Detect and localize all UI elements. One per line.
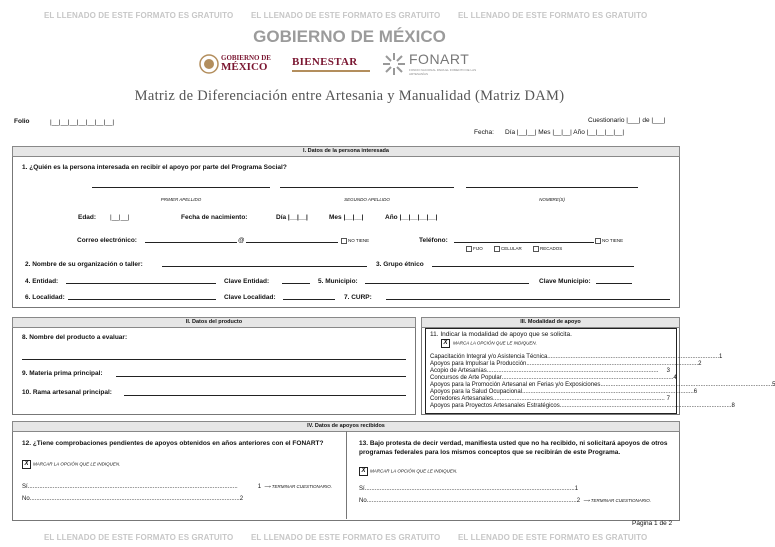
question-8: 8. Nombre del producto a evaluar: xyxy=(22,334,128,341)
clave-entidad-input[interactable] xyxy=(282,283,310,284)
clave-entidad-label: Clave Entidad: xyxy=(224,278,270,285)
entidad-input[interactable] xyxy=(66,283,216,284)
support-options-list xyxy=(430,354,775,410)
bienestar-text: BIENESTAR xyxy=(292,56,358,68)
materia-prima-input[interactable] xyxy=(116,376,406,377)
gobierno-mexico-logo xyxy=(199,53,287,75)
option-6[interactable]: Apoyos para la Salud Ocupacional ....................................................................................................... 6 xyxy=(430,389,698,395)
clave-municipio-input[interactable] xyxy=(596,283,632,284)
producto-input[interactable] xyxy=(22,359,406,360)
correo-no-tiene[interactable]: NO TIENE xyxy=(341,238,369,244)
bienestar-logo xyxy=(292,53,374,75)
watermark: EL LLENADO DE ESTE FORMATO ES GRATUITO xyxy=(458,533,648,542)
fonart-logo xyxy=(381,50,481,80)
question-4: 4. Entidad: xyxy=(25,278,59,285)
fonart-subtitle: FONDO NACIONAL PARA EL FOMENTO DE LAS ARTESANÍAS xyxy=(409,68,477,76)
edad-field[interactable]: |__|__| xyxy=(110,214,130,221)
question-2: 2. Nombre de su organización o taller: xyxy=(25,261,143,268)
mes-field[interactable]: Mes |__|__| xyxy=(329,214,364,221)
segundo-apellido-label: SEGUNDO APELLIDO xyxy=(344,197,390,202)
q12-option-si[interactable]: Sí .............................................................................................................................. 1 ⟶ TERMINAR CUESTIONARIO. xyxy=(22,484,332,490)
watermark: EL LLENADO DE ESTE FORMATO ES GRATUITO xyxy=(251,11,441,20)
option-7[interactable]: Corredores Artesanales ....................................................................................................... 7 xyxy=(430,396,670,402)
option-instruction: X MARCA LA OPCIÓN QUE LE INDIQUEN. xyxy=(441,339,537,348)
fecha-nacimiento-label: Fecha de nacimiento: xyxy=(181,214,248,221)
section-product-data xyxy=(12,317,416,415)
option-5[interactable]: Apoyos para la Promoción Artesanal en Ferias y/o Exposiciones ....................................................................................................... 5 xyxy=(430,382,775,388)
watermark: EL LLENADO DE ESTE FORMATO ES GRATUITO xyxy=(44,533,234,542)
correo-label: Correo electrónico: xyxy=(77,237,137,244)
question-6: 6. Localidad: xyxy=(25,294,65,301)
at-sign: @ xyxy=(238,237,245,244)
option-2[interactable]: Apoyos para Impulsar la Producción ....................................................................................................... 2 xyxy=(430,361,702,367)
clave-municipio-label: Clave Municipio: xyxy=(539,278,591,285)
fecha-label: Fecha: xyxy=(474,129,494,136)
primer-apellido-input[interactable] xyxy=(92,187,270,188)
folio-field[interactable]: |__|__|__|__|__|__|__| xyxy=(50,119,115,126)
correo-user-input[interactable] xyxy=(145,242,237,243)
q12-instruction: X MARCAR LA OPCIÓN QUE LE INDIQUEN. xyxy=(22,460,120,469)
question-1: 1. ¿Quién es la persona interesada en recibir el apoyo por parte del Programa Social? xyxy=(22,164,287,171)
folio-label: Folio xyxy=(14,118,30,125)
primer-apellido-label: PRIMER APELLIDO xyxy=(160,197,202,202)
q12-option-no[interactable]: No .............................................................................................................................. 2 xyxy=(22,496,244,502)
telefono-input[interactable] xyxy=(454,242,594,243)
watermark: EL LLENADO DE ESTE FORMATO ES GRATUITO xyxy=(44,11,234,20)
option-1[interactable]: Capacitación Integral y/o Asistencia Técnica ....................................................................................................... 1 xyxy=(430,354,723,360)
tel-fijo-option[interactable]: FIJO xyxy=(466,246,483,252)
question-7: 7. CURP: xyxy=(344,294,372,301)
question-5: 5. Municipio: xyxy=(318,278,358,285)
question-13: 13. Bajo protesta de decir verdad, manifiesta usted que no ha recibido, ni solicitará apoyos de otros programas federales para los mismos conceptos que se recibirán de este Programa. xyxy=(359,440,668,456)
municipio-input[interactable] xyxy=(365,283,529,284)
clave-localidad-label: Clave Localidad: xyxy=(224,294,276,301)
option-8[interactable]: Apoyos para Proyectos Artesanales Estratégicos ....................................................................................................... 8 xyxy=(430,403,735,409)
option-3[interactable]: Acopio de Artesanías ....................................................................................................... 3 xyxy=(430,368,670,374)
telefono-no-tiene[interactable]: NO TIENE xyxy=(595,238,623,244)
government-title: GOBIERNO DE MÉXICO xyxy=(253,27,446,46)
clave-localidad-input[interactable] xyxy=(283,299,335,300)
question-11: 11. Indicar la modalidad de apoyo que se solicita. xyxy=(430,331,572,338)
fonart-text: FONART xyxy=(409,51,470,67)
nombre-input[interactable] xyxy=(466,187,638,188)
question-9: 9. Materia prima principal: xyxy=(22,370,103,377)
fonart-spiral-icon xyxy=(381,51,407,77)
segundo-apellido-input[interactable] xyxy=(280,187,454,188)
cuestionario-field[interactable]: Cuestionario |___| de |___| xyxy=(588,117,666,124)
organizacion-input[interactable] xyxy=(162,266,367,267)
document-title: Matriz de Diferenciación entre Artesania y Manualidad (Matriz DAM) xyxy=(134,88,565,104)
q13-option-no[interactable]: No .............................................................................................................................. 2 ⟶ TERMINAR CUESTIONARIO. xyxy=(359,498,652,504)
option-4[interactable]: Concursos de Arte Popular ....................................................................................................... 4 xyxy=(430,375,677,381)
column-divider xyxy=(346,431,347,519)
question-12: 12. ¿Tiene comprobaciones pendientes de apoyos obtenidos en años anteriores con el FONART? xyxy=(22,440,324,447)
eagle-seal-icon xyxy=(199,54,221,74)
section-header: II. Datos del producto xyxy=(12,317,416,328)
question-3: 3. Grupo étnico xyxy=(376,261,424,268)
q13-option-si[interactable]: Sí .............................................................................................................................. 1 xyxy=(359,486,579,492)
watermark: EL LLENADO DE ESTE FORMATO ES GRATUITO xyxy=(251,533,441,542)
watermark: EL LLENADO DE ESTE FORMATO ES GRATUITO xyxy=(458,11,648,20)
rama-artesanal-input[interactable] xyxy=(124,395,406,396)
edad-label: Edad: xyxy=(78,214,97,221)
correo-domain-input[interactable] xyxy=(246,242,338,243)
curp-input[interactable] xyxy=(386,299,670,300)
page-number: Página 1 de 2 xyxy=(632,520,673,527)
tel-celular-option[interactable]: CELULAR xyxy=(494,246,522,252)
logo-text-line2: MÉXICO xyxy=(221,61,268,73)
section-header: III. Modalidad de apoyo xyxy=(421,317,680,328)
grupo-etnico-input[interactable] xyxy=(432,266,634,267)
telefono-label: Teléfono: xyxy=(419,237,448,244)
fecha-field[interactable]: Día |__|__| Mes |__|__| Año |__|__|__|__| xyxy=(505,129,625,136)
question-10: 10. Rama artesanal principal: xyxy=(22,389,112,396)
nombre-label: NOMBRE(S) xyxy=(539,197,565,202)
dia-field[interactable]: Día |__|__| xyxy=(276,214,308,221)
section-header: I. Datos de la persona interesada xyxy=(12,146,680,157)
q13-instruction: X MARCAR LA OPCIÓN QUE LE INDIQUEN. xyxy=(359,467,457,476)
anio-field[interactable]: Año |__|__|__|__| xyxy=(385,214,438,221)
localidad-input[interactable] xyxy=(68,299,216,300)
logo-text-line1: GOBIERNO DE xyxy=(221,54,271,62)
tel-recados-option[interactable]: RECADOS xyxy=(533,246,562,252)
section-header: IV. Datos de apoyos recibidos xyxy=(12,421,680,432)
